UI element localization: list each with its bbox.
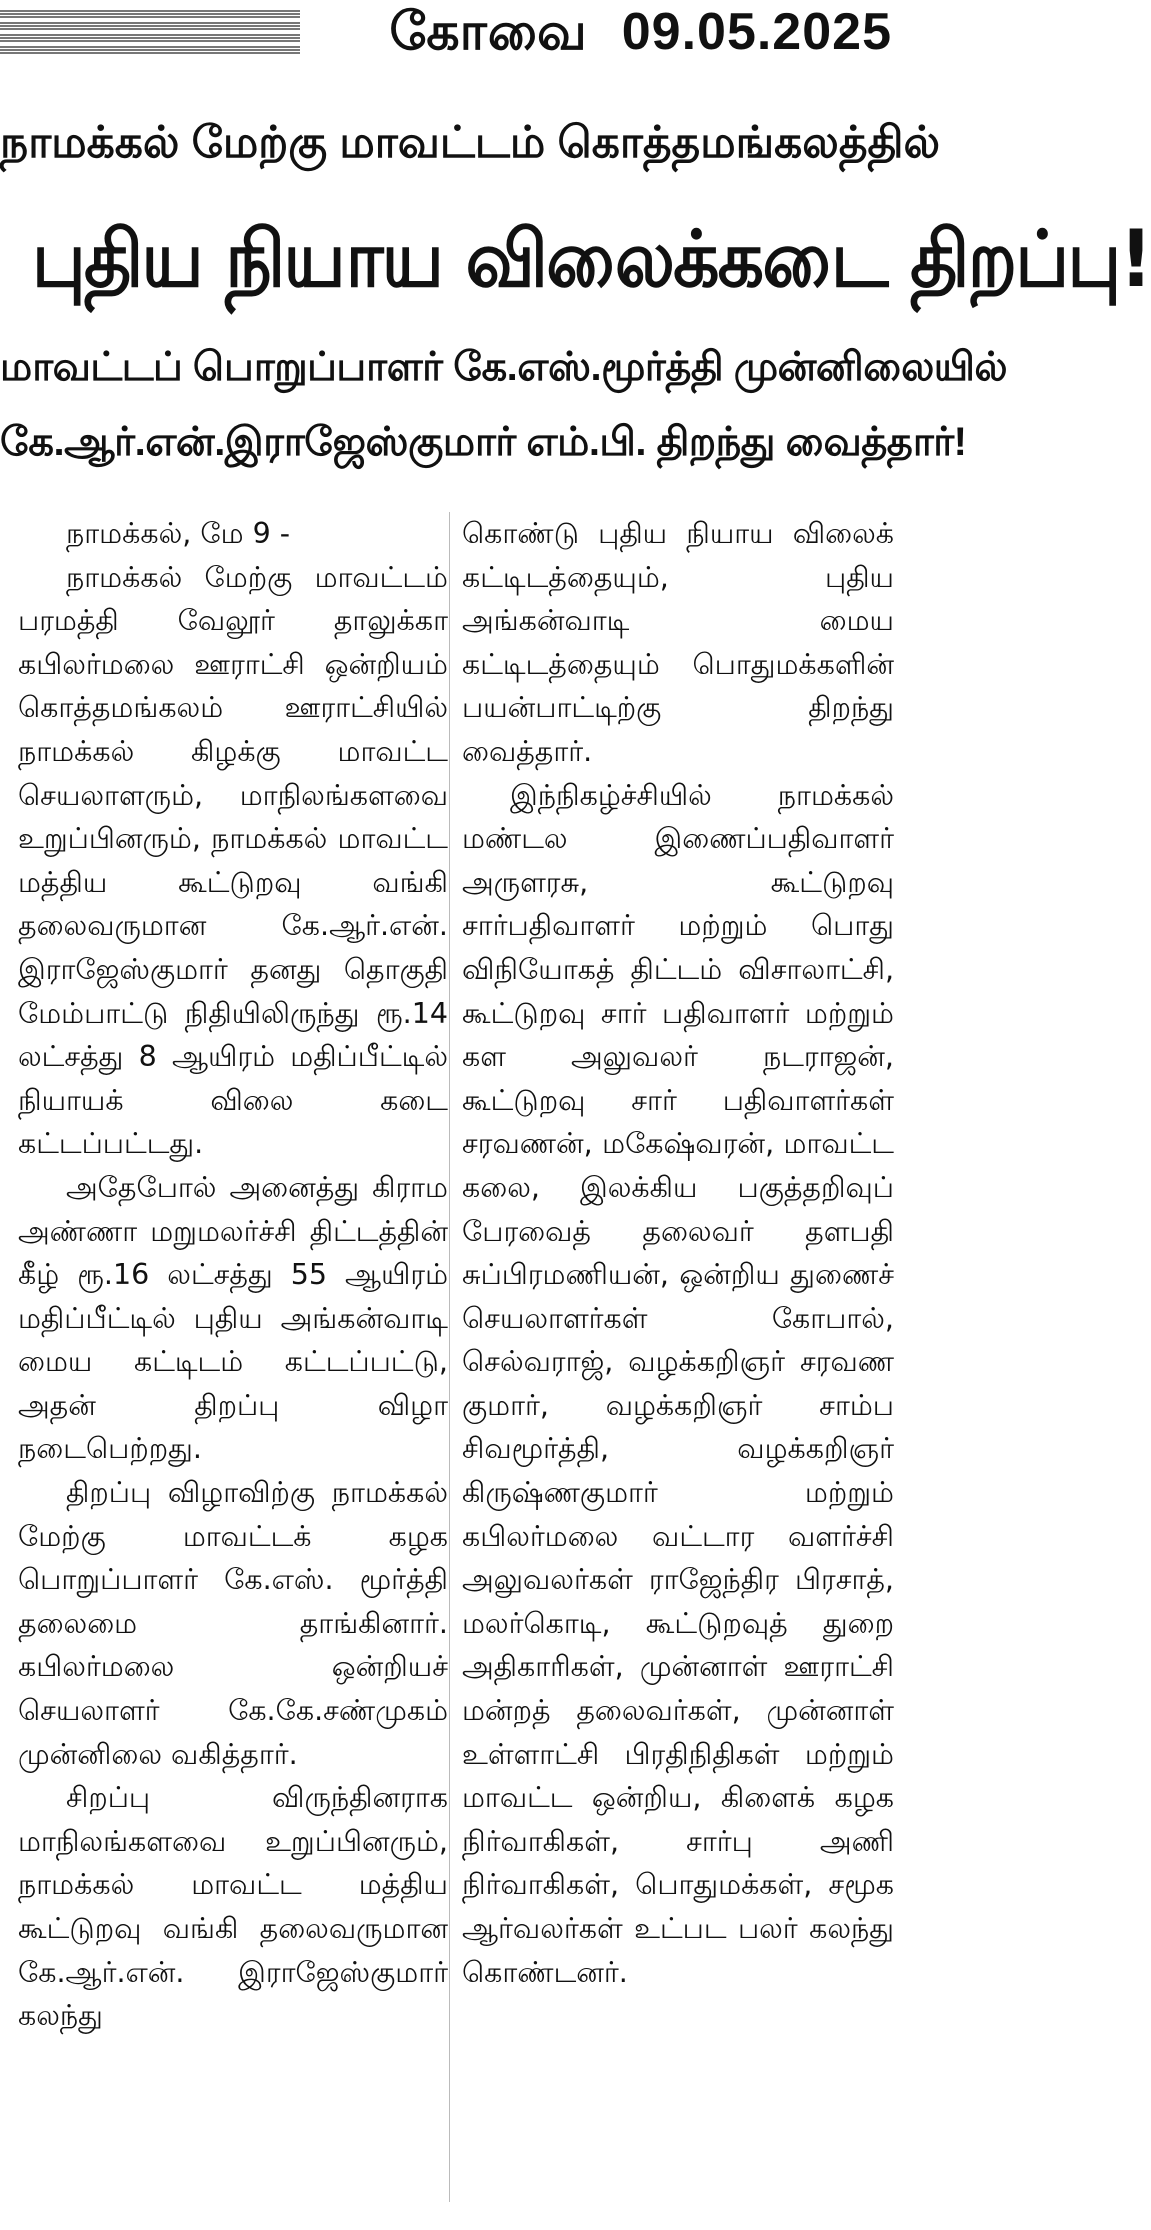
article-deck-line-2: கே.ஆர்.என்.இராஜேஸ்குமார் எம்.பி. திறந்து வைத்தார்! <box>0 420 967 464</box>
edition-place: கோவை <box>389 3 588 61</box>
article-deck-line-1: மாவட்டப் பொறுப்பாளர் கே.எஸ்.மூர்த்தி முன்னிலையில் <box>0 345 1008 389</box>
masthead-rule <box>0 10 300 18</box>
article-paragraph: அதேபோல் அனைத்து கிராம அண்ணா மறுமலர்ச்சி திட்டத்தின் கீழ் ரூ.16 லட்சத்து 55 ஆயிரம் மதிப்பீட்டில் புதிய அங்கன்வாடி மைய கட்டிடம் கட்டப்பட்டு, அதன் திறப்பு விழா நடைபெற்றது. <box>18 1170 448 1466</box>
article-paragraph: திறப்பு விழாவிற்கு நாமக்கல் மேற்கு மாவட்டக் கழக பொறுப்பாளர் கே.எஸ். மூர்த்தி தலைமை தாங்கினார். கபிலர்மலை ஒன்றியச் செயலாளர் கே.கே.சண்முகம் முன்னிலை வகித்தார். <box>18 1476 448 1771</box>
article-paragraph: கொண்டு புதிய நியாய விலைக் கட்டிடத்தையும், புதிய அங்கன்வாடி மைய கட்டிடத்தையும் பொதுமக்களின் பயன்பாட்டிற்கு திறந்து வைத்தார். <box>462 517 894 768</box>
masthead-rule <box>0 46 300 54</box>
column-divider <box>449 512 450 2202</box>
article-column-right <box>462 512 894 1994</box>
masthead-rule <box>0 34 300 42</box>
article-paragraph: சிறப்பு விருந்தினராக மாநிலங்களவை உறுப்பினரும், நாமக்கல் மாவட்ட மத்திய கூட்டுறவு வங்கி தலைவருமான கே.ஆர்.என். இராஜேஸ்குமார் கலந்து <box>18 1781 448 2033</box>
article-headline: புதிய நியாய விலைக்கடை திறப்பு! <box>31 215 1151 305</box>
article-paragraph: நாமக்கல் மேற்கு மாவட்டம் பரமத்தி வேலூர் தாலுக்கா கபிலர்மலை ஊராட்சி ஒன்றியம் கொத்தமங்கலம் ஊராட்சியில் நாமக்கல் கிழக்கு மாவட்ட செயலாளரும், மாநிலங்களவை உறுப்பினரும், நாமக்கல் மாவட்ட மத்திய கூட்டுறவு வங்கி தலைவருமான கே.ஆர்.என். இராஜேஸ்குமார் தனது தொகுதி மேம்பாட்டு நிதியிலிருந்து ரூ.14 லட்சத்து 8 ஆயிரம் மதிப்பீட்டில் நியாயக் விலை கடை கட்டப்பட்டது. <box>18 560 448 1161</box>
edition-dateline <box>389 2 892 69</box>
article-column-left <box>18 512 448 2038</box>
edition-date: 09.05.2025 <box>621 3 892 61</box>
article-paragraph: இந்நிகழ்ச்சியில் நாமக்கல் மண்டல இணைப்பதிவாளர் அருளரசு, கூட்டுறவு சார்பதிவாளர் மற்றும் பொது விநியோகத் திட்டம் விசாலாட்சி, கூட்டுறவு சார் பதிவாளர் மற்றும் கள அலுவலர் நடராஜன், கூட்டுறவு சார் பதிவாளர்கள் சரவணன், மகேஷ்வரன், மாவட்ட கலை, இலக்கிய பகுத்தறிவுப் பேரவைத் தலைவர் தளபதி சுப்பிரமணியன், ஒன்றிய துணைச் செயலாளர்கள் கோபால், செல்வராஜ், வழக்கறிஞர் சரவண குமார், வழக்கறிஞர் சாம்ப சிவமூர்த்தி, வழக்கறிஞர் கிருஷ்ணகுமார் மற்றும் கபிலர்மலை வட்டார வளர்ச்சி அலுவலர்கள் ராஜேந்திர பிரசாத், மலர்கொடி, கூட்டுறவுத் துறை அதிகாரிகள், முன்னாள் ஊராட்சி மன்றத் தலைவர்கள், முன்னாள் உள்ளாட்சி பிரதிநிதிகள் மற்றும் மாவட்ட ஒன்றிய, கிளைக் கழக நிர்வாகிகள், சார்பு அணி நிர்வாகிகள், பொதுமக்கள், சமூக ஆர்வலர்கள் உட்பட பலர் கலந்து கொண்டனர். <box>462 778 894 1989</box>
article-dateline: நாமக்கல், மே 9 - <box>66 517 291 550</box>
masthead <box>0 0 910 95</box>
article-kicker: நாமக்கல் மேற்கு மாவட்டம் கொத்தமங்கலத்தில் <box>0 118 941 167</box>
masthead-rule <box>0 22 300 30</box>
